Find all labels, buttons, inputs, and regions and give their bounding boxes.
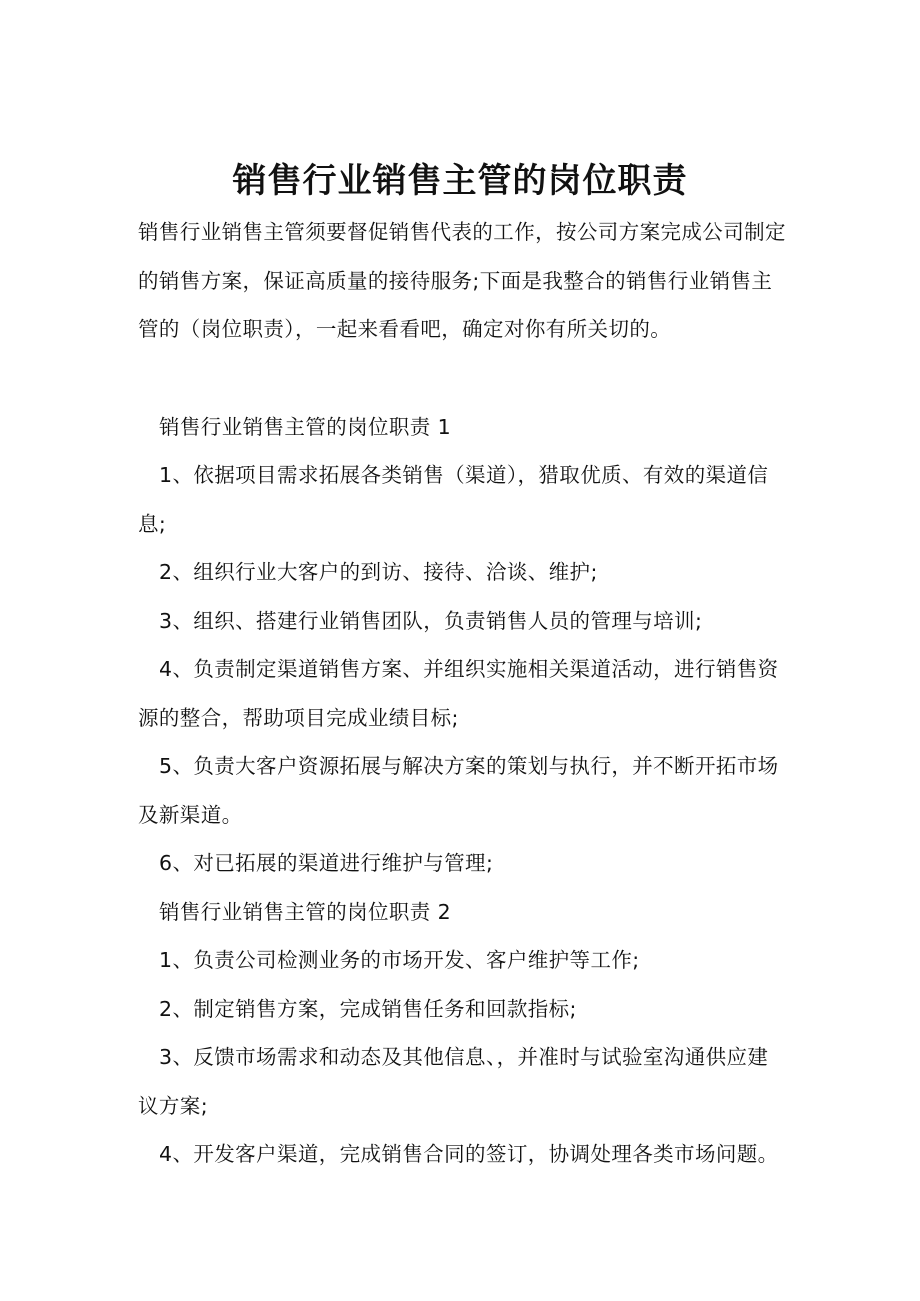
list-item: 2、制定销售方案，完成销售任务和回款指标; bbox=[159, 996, 577, 1021]
section-heading-1: 销售行业销售主管的岗位职责 1 bbox=[159, 414, 452, 439]
intro-paragraph: 销售行业销售主管须要督促销售代表的工作，按公司方案完成公司制定的销售方案，保证高质量的接待服务;下面是我整合的销售行业销售主管的（岗位职责），一起来看看吧，确定对你有所关切的。 bbox=[138, 220, 786, 341]
list-item: 6、对已拓展的渠道进行维护与管理; bbox=[159, 851, 494, 875]
list-item: 3、组织、搭建行业销售团队，负责销售人员的管理与培训; bbox=[159, 608, 703, 633]
section-spacer bbox=[138, 354, 788, 403]
list-item: 5、负责大客户资源拓展与解决方案的策划与执行，并不断开拓市场及新渠道。 bbox=[138, 754, 779, 827]
list-item: 2、组织行业大客户的到访、接待、洽谈、维护; bbox=[159, 560, 598, 584]
document-body bbox=[138, 208, 788, 1179]
list-item: 3、反馈市场需求和动态及其他信息、，并准时与试验室沟通供应建议方案; bbox=[138, 1045, 769, 1118]
section-heading-2: 销售行业销售主管的岗位职责 2 bbox=[159, 899, 452, 924]
page-title: 销售行业销售主管的岗位职责 bbox=[232, 160, 688, 201]
list-item: 4、开发客户渠道，完成销售合同的签订，协调处理各类市场问题。 bbox=[159, 1142, 779, 1166]
list-item: 1、依据项目需求拓展各类销售（渠道），猎取优质、有效的渠道信息; bbox=[138, 463, 769, 536]
list-item: 4、负责制定渠道销售方案、并组织实施相关渠道活动，进行销售资源的整合，帮助项目完成业绩目标; bbox=[138, 657, 779, 730]
list-item: 1、负责公司检测业务的市场开发、客户维护等工作; bbox=[159, 948, 640, 972]
